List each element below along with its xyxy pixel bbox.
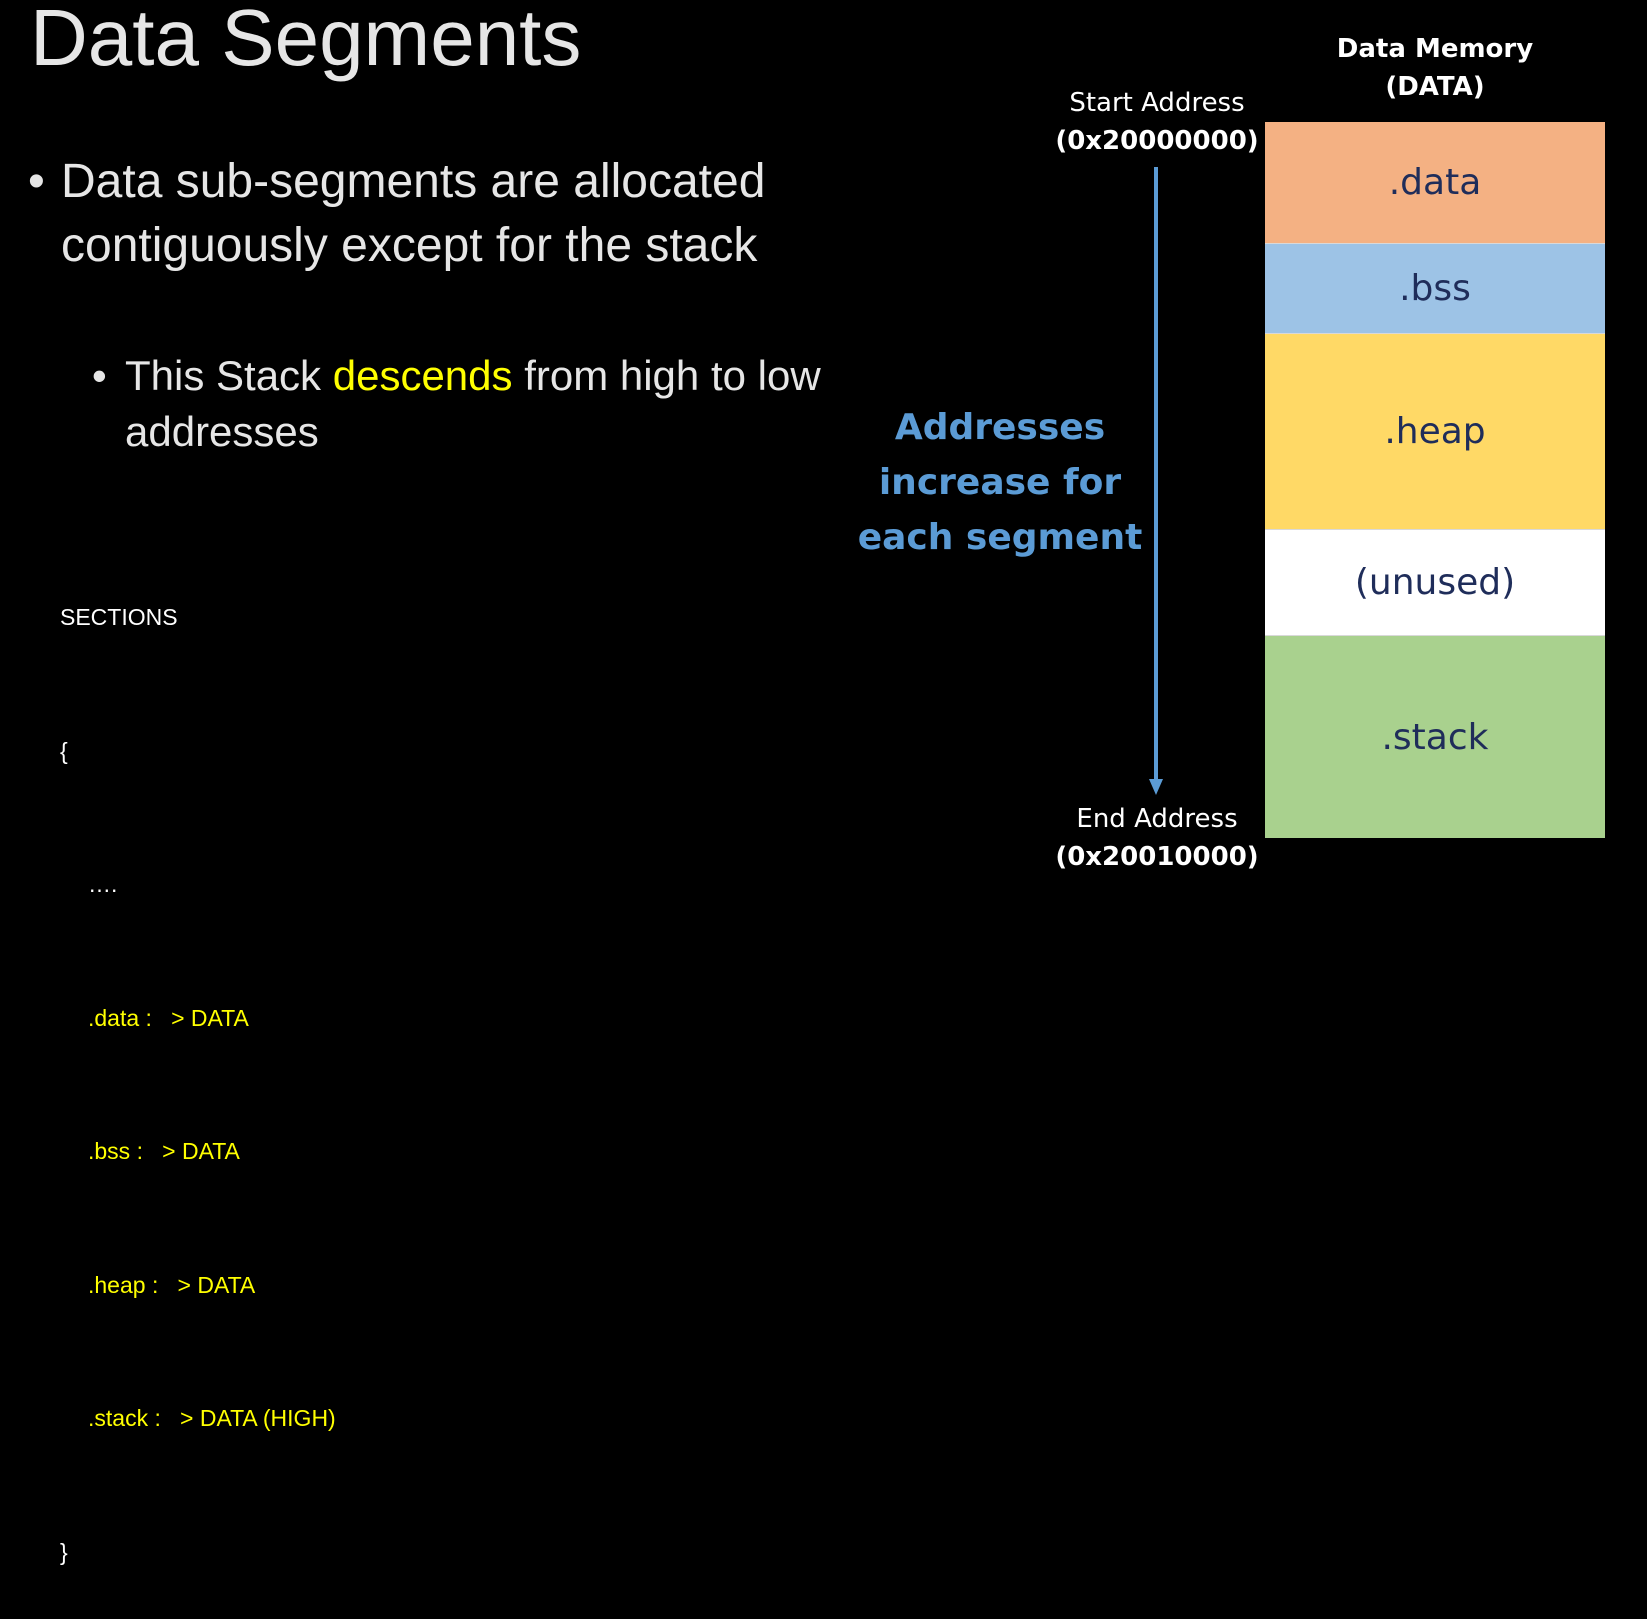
segment-heap: .heap [1265,334,1605,530]
segment-bss: .bss [1265,244,1605,334]
address-increase-line: each segment [857,517,1143,558]
linker-code-block [60,506,336,1619]
bullet-text: Data sub-segments are allocated contiguously except for the stack [61,155,766,272]
start-address-label: Start Address [1069,88,1245,118]
bullet-dot: • [28,155,45,208]
start-address-value: (0x20000000) [1055,126,1259,156]
segment-unused: (unused) [1265,530,1605,636]
bullet-level-2 [92,348,852,460]
bullet-text [125,348,852,460]
memory-title-line: Data Memory [1336,34,1534,64]
slide-title: Data Segments [30,0,582,82]
code-line-bss: .bss : > DATA [88,1138,240,1164]
code-line: } [60,1538,68,1565]
address-increase-line: increase for [878,462,1122,503]
address-increase-label [850,400,1150,565]
bullet-dot: • [92,352,107,399]
code-line: { [60,737,68,764]
bullet-text-before: This Stack [125,352,333,399]
memory-title [1250,30,1620,106]
highlight-descends: descends [332,352,513,399]
segment-stack: .stack [1265,636,1605,838]
end-address [1052,800,1262,876]
start-address [1052,84,1262,160]
bullet-level-1 [28,150,818,278]
segment-data: .data [1265,122,1605,244]
code-line: SECTIONS [60,604,178,630]
address-direction-arrow [1148,167,1164,797]
memory-title-line: (DATA) [1385,72,1485,102]
code-line-data: .data : > DATA [88,1004,249,1031]
bullet-text-after: from high to low addresses [125,352,821,455]
code-line-heap: .heap : > DATA [88,1271,256,1298]
code-line-stack: .stack : > DATA (HIGH) [88,1405,336,1431]
address-increase-line: Addresses [894,407,1106,448]
arrow-head [1149,779,1163,795]
code-line: …. [88,871,118,897]
end-address-value: (0x20010000) [1055,842,1259,872]
memory-map [1265,122,1605,838]
end-address-label: End Address [1076,804,1238,834]
